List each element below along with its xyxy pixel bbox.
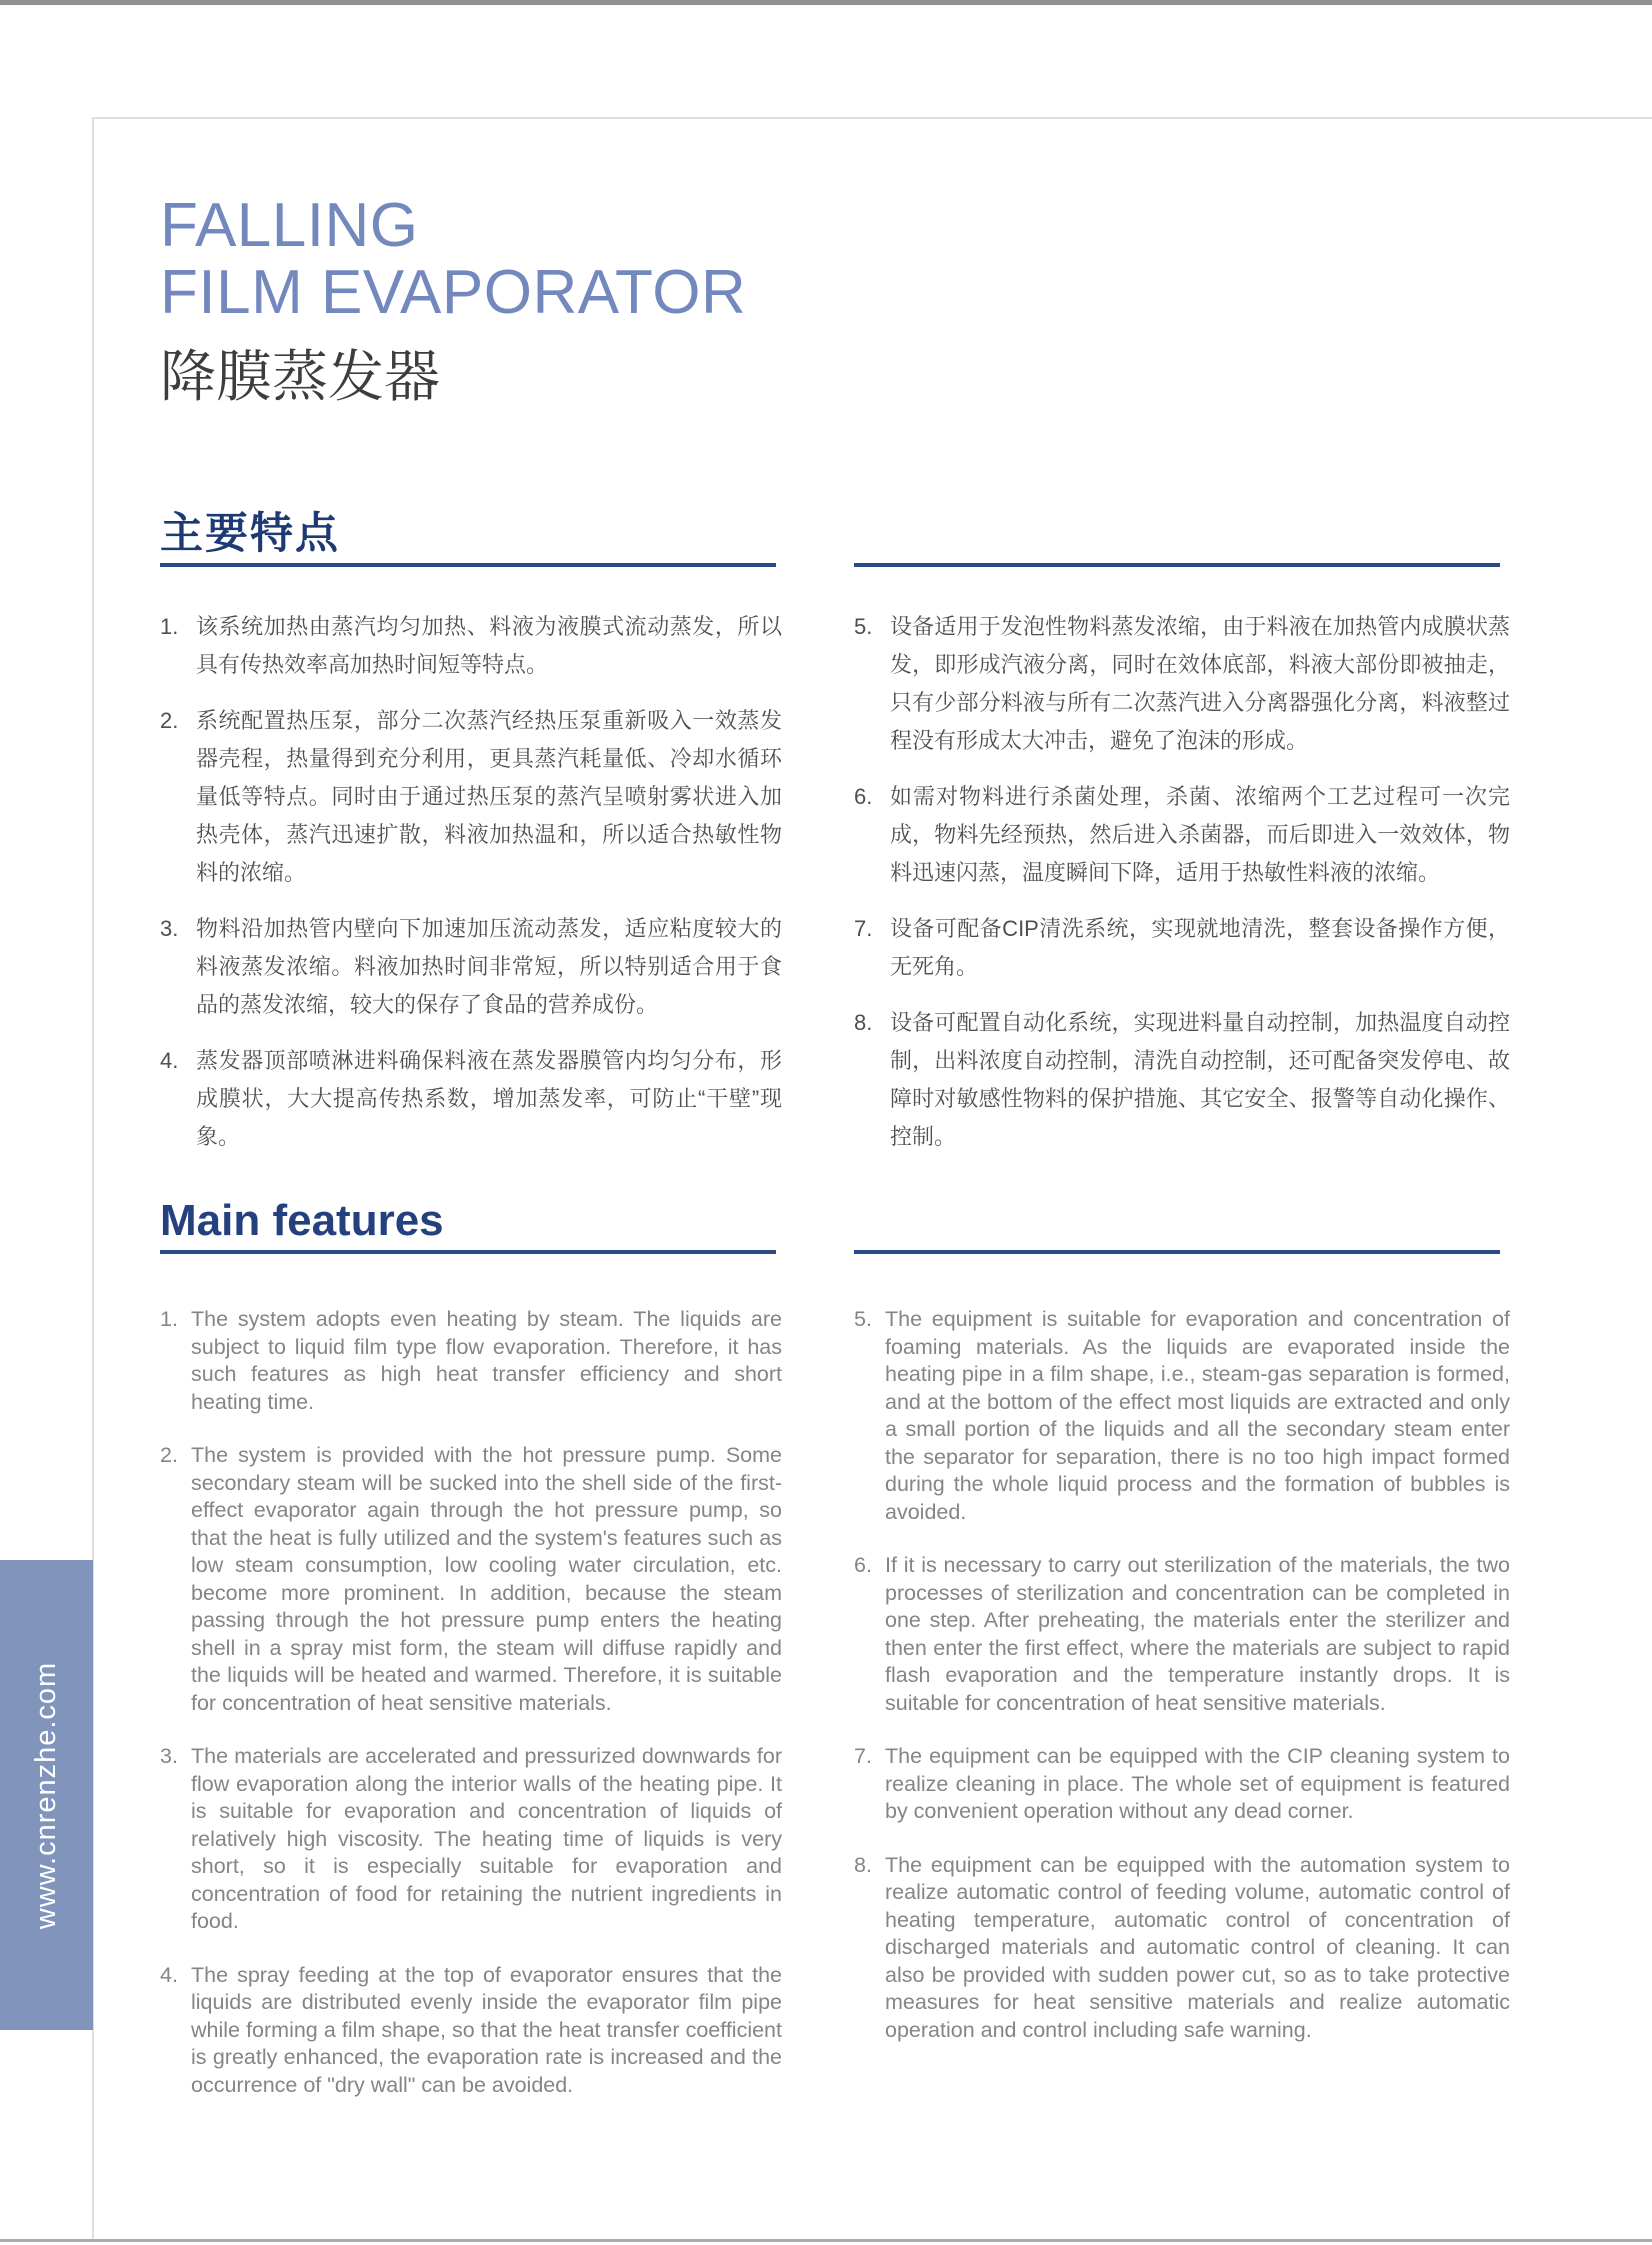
item-text: 系统配置热压泵，部分二次蒸汽经热压泵重新吸入一效蒸发器壳程，热量得到充分利用，更具蒸汽耗量低、冷却水循环量低等特点。同时由于通过热压泵的蒸汽呈喷射雾状进入加热壳体，蒸汽迅速扩散，料液加热温和，所以适合热敏性物料的浓缩。 xyxy=(196,708,782,885)
item-number: 6. xyxy=(854,1553,872,1577)
item-number: 8. xyxy=(854,1010,873,1035)
feature-item-cn-1 xyxy=(160,608,782,684)
item-number: 5. xyxy=(854,614,873,639)
item-number: 4. xyxy=(160,1962,178,1987)
features-cn-right-column xyxy=(854,608,1510,1174)
heading-rule xyxy=(160,563,776,567)
item-text: 设备可配备CIP清洗系统，实现就地清洗，整套设备操作方便，无死角。 xyxy=(890,916,1510,979)
item-text: If it is necessary to carry out sterilization of the materials, the two processes of sterilization and concentration can be completed in one step. After preheating, the materials enter the sterilizer and then enter the first effect, where the materials are subject to rapid flash evaporation and the temperature instantly drops. It is suitable for concentration of heat sensitive materials. xyxy=(885,1553,1510,1715)
feature-item-en-3 xyxy=(160,1743,782,1936)
feature-item-en-6 xyxy=(854,1552,1510,1717)
document-title-chinese: 降膜蒸发器 xyxy=(160,345,440,408)
item-text: The equipment can be equipped with the automation system to realize automatic control of feeding volume, automatic control of heating temperature, automatic control of concentration of discharged materials and automatic control of cleaning. It can also be provided with sudden power cut, so as to take protective measures for heat sensitive materials and realize automatic operation and control including safe warning. xyxy=(885,1852,1510,2042)
content-frame-top-border xyxy=(92,117,1652,119)
item-number: 1. xyxy=(160,614,179,639)
item-text: The system is provided with the hot pressure pump. Some secondary steam will be sucked into the shell side of the first-effect evaporator again through the hot pressure pump, so that the heat is fully utilized and the system's features such as low steam consumption, low cooling water circulation, etc. become more prominent. In addition, because the steam passing through the hot pressure pump enters the heating shell in a spray mist form, the steam will diffuse rapidly and the liquids will be heated and warmed. Therefore, it is suitable for concentration of heat sensitive materials. xyxy=(191,1443,782,1715)
features-en-left-column xyxy=(160,1306,782,2125)
feature-item-cn-2 xyxy=(160,702,782,892)
feature-item-cn-4 xyxy=(160,1042,782,1156)
page-top-edge xyxy=(0,0,1652,5)
page-bottom-edge xyxy=(0,2239,1652,2242)
heading-rule xyxy=(160,1250,776,1254)
item-text: 设备适用于发泡性物料蒸发浓缩，由于料液在加热管内成膜状蒸发，即形成汽液分离，同时在效体底部，料液大部份即被抽走，只有少部分料液与所有二次蒸汽进入分离器强化分离，料液整过程没有形成太大冲击，避免了泡沫的形成。 xyxy=(890,614,1510,753)
feature-item-en-8 xyxy=(854,1852,1510,2045)
feature-item-cn-3 xyxy=(160,910,782,1024)
section-heading-english: Main features xyxy=(160,1196,444,1245)
heading-rule xyxy=(854,563,1500,567)
item-number: 4. xyxy=(160,1048,179,1073)
item-number: 2. xyxy=(160,708,179,733)
feature-item-en-1 xyxy=(160,1306,782,1416)
feature-item-en-5 xyxy=(854,1306,1510,1526)
item-number: 6. xyxy=(854,784,873,809)
item-text: 该系统加热由蒸汽均匀加热、料液为液膜式流动蒸发，所以具有传热效率高加热时间短等特点。 xyxy=(196,614,782,677)
title-line-2: FILM EVAPORATOR xyxy=(160,258,747,327)
section-heading-chinese: 主要特点 xyxy=(160,510,340,558)
item-text: 如需对物料进行杀菌处理，杀菌、浓缩两个工艺过程可一次完成，物料先经预热，然后进入杀菌器，而后即进入一效效体，物料迅速闪蒸，温度瞬间下降，适用于热敏性料液的浓缩。 xyxy=(890,784,1510,885)
feature-item-en-7 xyxy=(854,1743,1510,1826)
feature-item-en-2 xyxy=(160,1442,782,1717)
item-text: The equipment can be equipped with the CIP cleaning system to realize cleaning in place. The whole set of equipment is featured by convenient operation without any dead corner. xyxy=(885,1744,1510,1823)
item-text: The system adopts even heating by steam. The liquids are subject to liquid film type flow evaporation. Therefore, it has such features as high heat transfer efficiency and short heating time. xyxy=(191,1307,782,1414)
feature-item-cn-8 xyxy=(854,1004,1510,1156)
feature-item-cn-6 xyxy=(854,778,1510,892)
item-text: The equipment is suitable for evaporation and concentration of foaming materials. As the liquids are evaporated inside the heating pipe in a film shape, i.e., steam-gas separation is formed, and at the bottom of the effect most liquids are extracted and only a small portion of the liquids and all the secondary steam enter the separator for separation, there is no too high impact formed during the whole liquid process and the formation of bubbles is avoided. xyxy=(885,1307,1510,1524)
website-url: www.cnrenzhe.com xyxy=(30,1661,62,1929)
features-en-right-column xyxy=(854,1306,1510,2070)
item-text: 蒸发器顶部喷淋进料确保料液在蒸发器膜管内均匀分布，形成膜状，大大提高传热系数，增加蒸发率，可防止“干壁”现象。 xyxy=(196,1048,782,1149)
document-title-english xyxy=(160,192,746,326)
title-line-1: FALLING xyxy=(160,191,419,260)
sidebar-brand-block xyxy=(0,1560,93,2030)
feature-item-cn-7 xyxy=(854,910,1510,986)
item-number: 2. xyxy=(160,1443,178,1467)
item-text: 物料沿加热管内壁向下加速加压流动蒸发，适应粘度较大的料液蒸发浓缩。料液加热时间非常短，所以特别适合用于食品的蒸发浓缩，较大的保存了食品的营养成份。 xyxy=(196,916,782,1017)
item-text: The materials are accelerated and pressurized downwards for flow evaporation along the interior walls of the heating pipe. It is suitable for evaporation and concentration of liquids of relatively high viscosity. The heating time of liquids is very short, so it is especially suitable for evaporation and concentration of food for retaining the nutrient ingredients in food. xyxy=(191,1744,782,1933)
item-number: 3. xyxy=(160,1744,178,1768)
feature-item-en-4 xyxy=(160,1962,782,2100)
item-number: 8. xyxy=(854,1852,872,1877)
item-number: 7. xyxy=(854,1744,872,1768)
heading-rule xyxy=(854,1250,1500,1254)
item-number: 1. xyxy=(160,1307,178,1331)
feature-item-cn-5 xyxy=(854,608,1510,760)
item-text: 设备可配置自动化系统，实现进料量自动控制，加热温度自动控制，出料浓度自动控制，清洗自动控制，还可配备突发停电、故障时对敏感性物料的保护措施、其它安全、报警等自动化操作、控制。 xyxy=(890,1010,1510,1149)
item-text: The spray feeding at the top of evaporator ensures that the liquids are distributed evenly inside the evaporator film pipe while forming a film shape, so that the heat transfer coefficient is greatly enhanced, the evaporation rate is increased and the occurrence of "dry wall" can be avoided. xyxy=(191,1962,782,2097)
item-number: 7. xyxy=(854,916,873,941)
features-cn-left-column xyxy=(160,608,782,1174)
item-number: 3. xyxy=(160,916,179,941)
item-number: 5. xyxy=(854,1307,872,1331)
